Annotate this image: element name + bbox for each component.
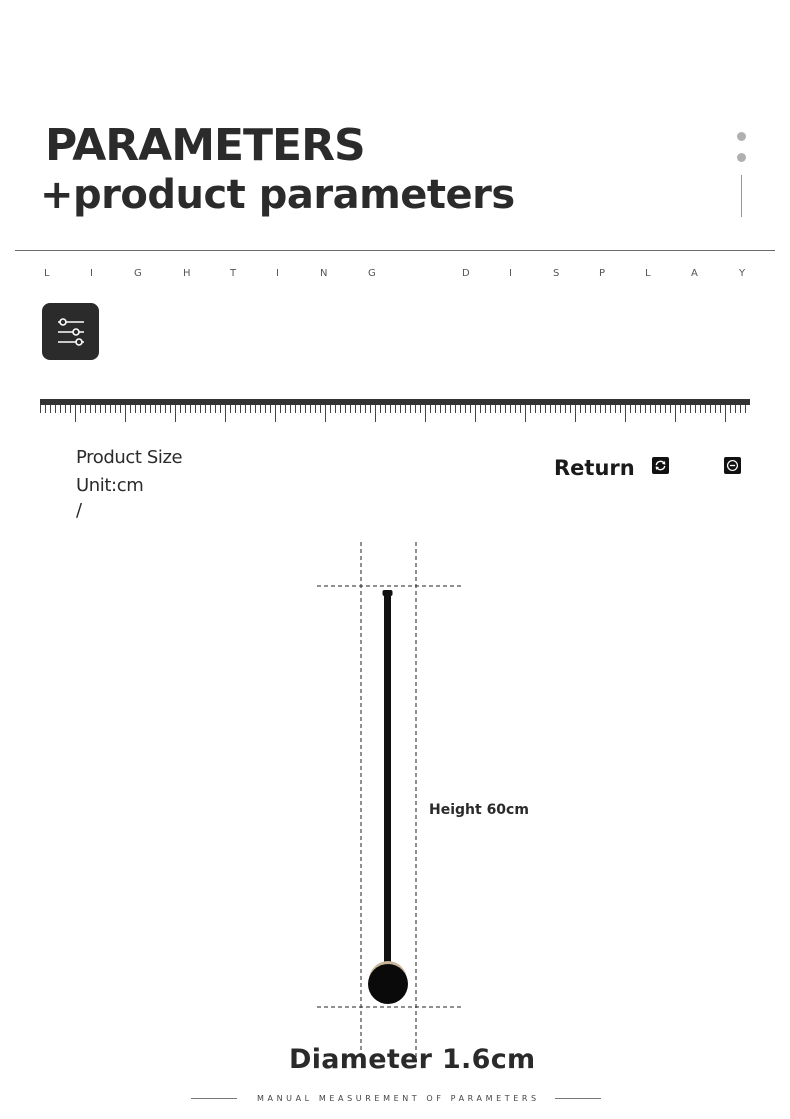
footer-caption: MANUAL MEASUREMENT OF PARAMETERS: [257, 1094, 540, 1103]
banner-letter: Y: [739, 268, 746, 279]
banner-letter: I: [276, 268, 279, 279]
refresh-button[interactable]: [652, 457, 669, 474]
banner-letter: L: [44, 268, 50, 279]
return-button[interactable]: Return: [554, 456, 635, 480]
banner-letter: A: [691, 268, 698, 279]
lamp-base: [368, 964, 408, 1004]
decor-dot-top: [737, 132, 746, 141]
banner-letter: G: [134, 268, 142, 279]
page-title: PARAMETERS: [45, 120, 365, 171]
banner-letter: L: [645, 268, 651, 279]
footer-line-left: [191, 1098, 237, 1099]
lamp-cap: [383, 590, 393, 596]
banner-letter: G: [368, 268, 376, 279]
banner-letter: I: [90, 268, 93, 279]
banner-letter: N: [320, 268, 328, 279]
minus-button[interactable]: [724, 457, 741, 474]
refresh-icon: [654, 459, 667, 472]
banner-letter: S: [553, 268, 560, 279]
separator-slash: /: [76, 500, 83, 521]
decor-vertical-line: [741, 175, 742, 217]
banner-letter: T: [230, 268, 237, 279]
banner-letter: P: [599, 268, 606, 279]
lamp-dimension-diagram: [300, 540, 540, 1060]
product-size-label: Product Size: [76, 447, 183, 468]
minus-circle-icon: [726, 459, 739, 472]
decor-dot-bottom: [737, 153, 746, 162]
lighting-display-banner: [0, 268, 790, 282]
unit-label: Unit:cm: [76, 475, 144, 496]
sliders-icon: [55, 316, 87, 348]
banner-letter: D: [462, 268, 470, 279]
ruler-graphic: [40, 399, 750, 425]
lamp-rod: [384, 592, 391, 980]
banner-letter: H: [183, 268, 191, 279]
page-subtitle: +product parameters: [40, 172, 515, 218]
diameter-label: Diameter 1.6cm: [289, 1044, 536, 1075]
height-label: Height 60cm: [429, 802, 529, 818]
header-divider: [15, 250, 775, 251]
settings-button[interactable]: [42, 303, 99, 360]
banner-letter: I: [509, 268, 512, 279]
footer-line-right: [555, 1098, 601, 1099]
